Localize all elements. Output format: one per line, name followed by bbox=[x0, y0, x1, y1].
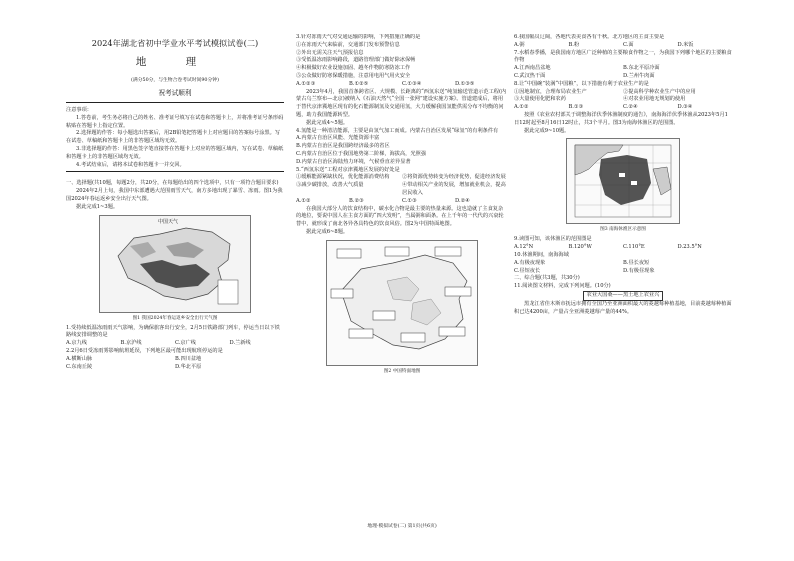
option[interactable]: A.①②③ bbox=[296, 80, 316, 87]
option[interactable]: B.京沪线 bbox=[120, 340, 142, 347]
section-heading: 二、综合题(共3题，共30分) bbox=[514, 275, 580, 282]
option[interactable]: C.内蒙古自治区位于我国地势第二阶梯，海拔高，光照强 bbox=[296, 150, 426, 157]
question-5-statements bbox=[296, 174, 508, 197]
option[interactable]: A.有极夜现象 bbox=[514, 259, 546, 266]
option[interactable]: A.①② bbox=[514, 104, 529, 111]
option[interactable]: B.①②⑤ bbox=[349, 80, 369, 87]
question-5-options bbox=[296, 198, 508, 206]
option[interactable]: D.内蒙古自治区海陆热力环境，气候垂直差异显著 bbox=[296, 158, 411, 165]
figure-1-label: 中国天气 bbox=[158, 218, 179, 225]
question-8-options bbox=[514, 104, 732, 112]
question-3-statement: ④积极做好农业设施加固、越冬作物防寒防冻工作 bbox=[296, 65, 411, 72]
option[interactable]: A.江西南昌盆地 bbox=[514, 65, 551, 72]
question-10: 10.休渔期间，南海海域 bbox=[514, 251, 569, 258]
column-left bbox=[66, 34, 284, 534]
question-6-options bbox=[514, 42, 732, 50]
question-8: 8.让“中国碗”装满“中国粮”，以下措施有利于农业生产的是 bbox=[514, 80, 649, 87]
option[interactable]: B.内蒙古自治区是我国跨经济最多的省区 bbox=[296, 143, 390, 150]
question-8-statement: ①因地制宜，合理布局农业生产 bbox=[514, 88, 587, 95]
figure-1-weather-map bbox=[99, 215, 251, 313]
option[interactable]: B.①③ bbox=[568, 104, 584, 111]
option[interactable]: D.华北平原 bbox=[175, 363, 202, 370]
question-9: 9.读图可知，该休渔区的范围图是 bbox=[514, 236, 592, 243]
passage-text: 2024年2月上旬，我国中东部遭遇大范围雨雪天气，南方多地出现了暴雪、冻雨。图1为我国2024年春运返乡安全出行天气图。 bbox=[66, 188, 283, 202]
option[interactable]: C.昼短夜长 bbox=[514, 267, 541, 274]
option[interactable]: A.内蒙古自治区风能、光能资源丰富 bbox=[296, 135, 380, 142]
question-8-statements bbox=[514, 89, 732, 105]
option[interactable]: D.米饭 bbox=[677, 41, 694, 48]
option[interactable]: C.面 bbox=[623, 41, 634, 48]
option[interactable]: B.120°W bbox=[568, 244, 592, 251]
material-text: 黑龙江省佳木斯市抚远市拥有全国乃至亚洲面积最大的菱越莓种植基地，目前菱越莓种植面积已达4200亩，产量占全亚洲菱越莓产量的44%。 bbox=[514, 300, 732, 315]
question-10-options bbox=[514, 260, 732, 276]
option[interactable]: D.兰新线 bbox=[229, 340, 251, 347]
option[interactable]: C.①③ bbox=[402, 197, 417, 204]
option[interactable]: B.昼长夜短 bbox=[623, 259, 650, 266]
option[interactable]: A.粥 bbox=[514, 41, 525, 48]
question-5-statement: ④带动相关产业的发展，增加就业机会，提高居民收入 bbox=[402, 182, 506, 196]
question-3: 3.针对冻雨天气对交通运输的影响，下列措施正确的是 bbox=[296, 34, 421, 40]
question-1-options bbox=[66, 340, 284, 348]
option[interactable]: D.兰州牛肉面 bbox=[623, 72, 655, 79]
option[interactable]: A.京九线 bbox=[66, 340, 87, 347]
south-china-sea-map bbox=[567, 139, 679, 223]
option[interactable]: C.①③④ bbox=[402, 80, 422, 87]
figure-2-noodle-map bbox=[326, 240, 478, 366]
option[interactable]: C.武汉热干面 bbox=[514, 72, 546, 79]
passage-text: 据此完成4~5题。 bbox=[306, 119, 349, 126]
question-11: 11.阅读图文材料，完成下列问题。(10分) bbox=[514, 283, 611, 290]
option[interactable]: D.有极昼现象 bbox=[623, 267, 655, 274]
exam-meta: (满分50分，与生物合卷考试时间90分钟) bbox=[131, 78, 219, 83]
question-3-options bbox=[296, 81, 508, 89]
divider bbox=[66, 102, 284, 103]
notice-item: 4.考试结束后，请将本试卷和答题卡一并交回。 bbox=[76, 161, 185, 168]
notice-heading: 注意事项： bbox=[66, 107, 92, 113]
question-7-options bbox=[514, 65, 732, 81]
question-3-statement: ③受低温冻雨影响路段，道路管理部门做好除冰保畅 bbox=[296, 57, 416, 64]
option[interactable]: C.②④ bbox=[623, 104, 638, 111]
option[interactable]: B.粉 bbox=[568, 41, 580, 48]
question-5: 5.“西氢东送”工程对京津冀地区发展的好处是 bbox=[296, 166, 400, 173]
question-2-options bbox=[66, 356, 284, 372]
option[interactable]: A.①② bbox=[296, 197, 311, 204]
question-6: 6.我国幅员辽阔，各地代表美食各有千秋。北方地区的主食主要是 bbox=[514, 34, 665, 40]
option[interactable]: D.③④ bbox=[677, 104, 693, 111]
question-5-statement: ③减少碳排放，改善大气质量 bbox=[296, 182, 364, 189]
question-5-statement: ①缓解能源紧缺状况，优化能源消费结构 bbox=[296, 174, 390, 181]
material-title-text: 农业大国桑——黑土地上农业兴 bbox=[583, 291, 664, 301]
passage-text: 据此完成6~8题。 bbox=[306, 228, 349, 235]
section-heading: 一、选择题(共10题，每题2分，共20分，在每题给出的四个选项中，只有一项符合题目要求) bbox=[66, 180, 279, 187]
passage-text: 按照《农业农村部关于调整海洋伏季休渔制度的通告》，南海海洋伏季休渔从2023年5月1日12时起至8月16日12时止，共3个半月。图3为南海休渔区的范围图。 bbox=[514, 111, 728, 126]
option[interactable]: B.四川盆地 bbox=[175, 355, 202, 362]
option[interactable]: C.110°E bbox=[623, 244, 645, 251]
column-middle bbox=[296, 34, 508, 534]
material-title bbox=[514, 291, 732, 301]
question-3-statement: ⑤公众做好防寒保暖措施，注意用电用气用火安全 bbox=[296, 72, 411, 79]
question-8-statement: ②提高科学种农业生产中的应用 bbox=[623, 88, 696, 95]
column-right bbox=[514, 34, 732, 534]
notice-item: 3.非选择题的作答：用黑色签字笔直接答在答题卡上对应的答题区域内，写在试卷、草稿纸和答题卡上的非答题区域均无效。 bbox=[66, 145, 284, 160]
option[interactable]: B.东北平原冷面 bbox=[623, 65, 660, 72]
question-1: 1.受持续低温冻雨雨天气影响，为确保旅客出行安全，2月5日铁路部门列车，停运当日以下铁路线安排调整的是 bbox=[66, 324, 280, 339]
divider bbox=[66, 171, 284, 172]
passage-text: 据此完成1~3题。 bbox=[76, 203, 119, 210]
passage-text: 2023年4月，我国首条跨省区、大规模、长距离的“西氢东送”纯氢输送管道示范工程(内蒙古乌兰察布—北京)被纳入《石油天然气“全国一张网”建设实施方案》。管道建成后，将用于替代京津冀地区现有的化石能源制氢及交通用氢，大力缓解我国氢能供需分布不均衡的问题，助力我国能源转型。 bbox=[296, 88, 507, 118]
figure-1-caption: 图1 我国2024年春运返乡安全出行天气图 bbox=[132, 315, 218, 321]
option[interactable]: B.②③ bbox=[349, 197, 364, 204]
passage-text: 在我国大部分人的饮食结构中，碳水化合物是最主要的热量来源。这也造就了主食复杂的地位，要说中国人在主食方面的“四大发明”，当属粥和面条。在上千年的一代代的兴衰轮替中，就形成了南北各异各具特色的饮食风俗。图2为中国特面地图。 bbox=[296, 205, 504, 228]
option[interactable]: C.京广线 bbox=[175, 340, 196, 347]
exam-wish: 祝考试顺利 bbox=[158, 89, 192, 97]
option[interactable]: A.12°N bbox=[514, 244, 534, 251]
notice-item: 1.答卷前，考生务必将自己的姓名、准考证号填写在试卷和答题卡上，并将准考证号条形码粘贴在答题卡上指定位置。 bbox=[66, 114, 284, 129]
subject-title: 地 理 bbox=[135, 56, 215, 68]
noodle-map-figure bbox=[327, 241, 477, 365]
option[interactable]: D.23.5°N bbox=[677, 244, 702, 251]
question-4: 4.氢能是一种清洁能源，主要是由氢气加工而成。内蒙古自治区发展“绿氢”的有利条件有 bbox=[296, 127, 499, 134]
question-8-statement: ④对农业用地无规划的使用 bbox=[623, 96, 686, 103]
question-8-statement: ③大量使用化肥和农药 bbox=[514, 96, 566, 103]
question-3-statement: ②外出无需关注天气预报信息 bbox=[296, 49, 364, 56]
figure-2-caption: 图2 中国特面地图 bbox=[383, 368, 421, 374]
option[interactable]: D.①③⑤ bbox=[455, 80, 475, 87]
passage-text: 据此完成9~10题。 bbox=[524, 127, 570, 134]
figure-3-caption: 图3 南海休渔区示意图 bbox=[600, 227, 646, 233]
option[interactable]: A.横断山脉 bbox=[66, 355, 93, 362]
option[interactable]: D.②④ bbox=[455, 197, 470, 204]
page-footer: 地理·模拟试卷(二) 第1页(共6页) bbox=[367, 524, 437, 529]
china-map-figure bbox=[100, 216, 250, 312]
question-3-statement: ①在冻雨天气来临前，交通部门发布预警信息 bbox=[296, 41, 400, 48]
exam-title: 2024年湖北省初中学业水平考试模拟试卷(二) bbox=[91, 38, 259, 48]
question-9-options bbox=[514, 244, 732, 252]
option[interactable]: C.东南丘陵 bbox=[66, 363, 93, 370]
figure-3-fishing-zone-map bbox=[566, 138, 680, 224]
question-7: 7.水稻春季播，是我国南方地区广泛种植的主要粮食作物之一，为我国下列哪个地区的主要粮食作物 bbox=[514, 49, 732, 64]
question-2: 2.2月6日受冻雨雾影响航班延误，下列地区最可能出现航班停运的是 bbox=[66, 347, 223, 354]
notice-item: 2.选择题的作答：每小题选出答案后，用2B铅笔把答题卡上对应题目的答案标号涂黑。写在试卷、草稿纸和答题卡上的非答题区域均无效。 bbox=[66, 130, 281, 145]
question-5-statement: ②将资源优势转变为经济优势，促进经济发展 bbox=[402, 174, 506, 181]
